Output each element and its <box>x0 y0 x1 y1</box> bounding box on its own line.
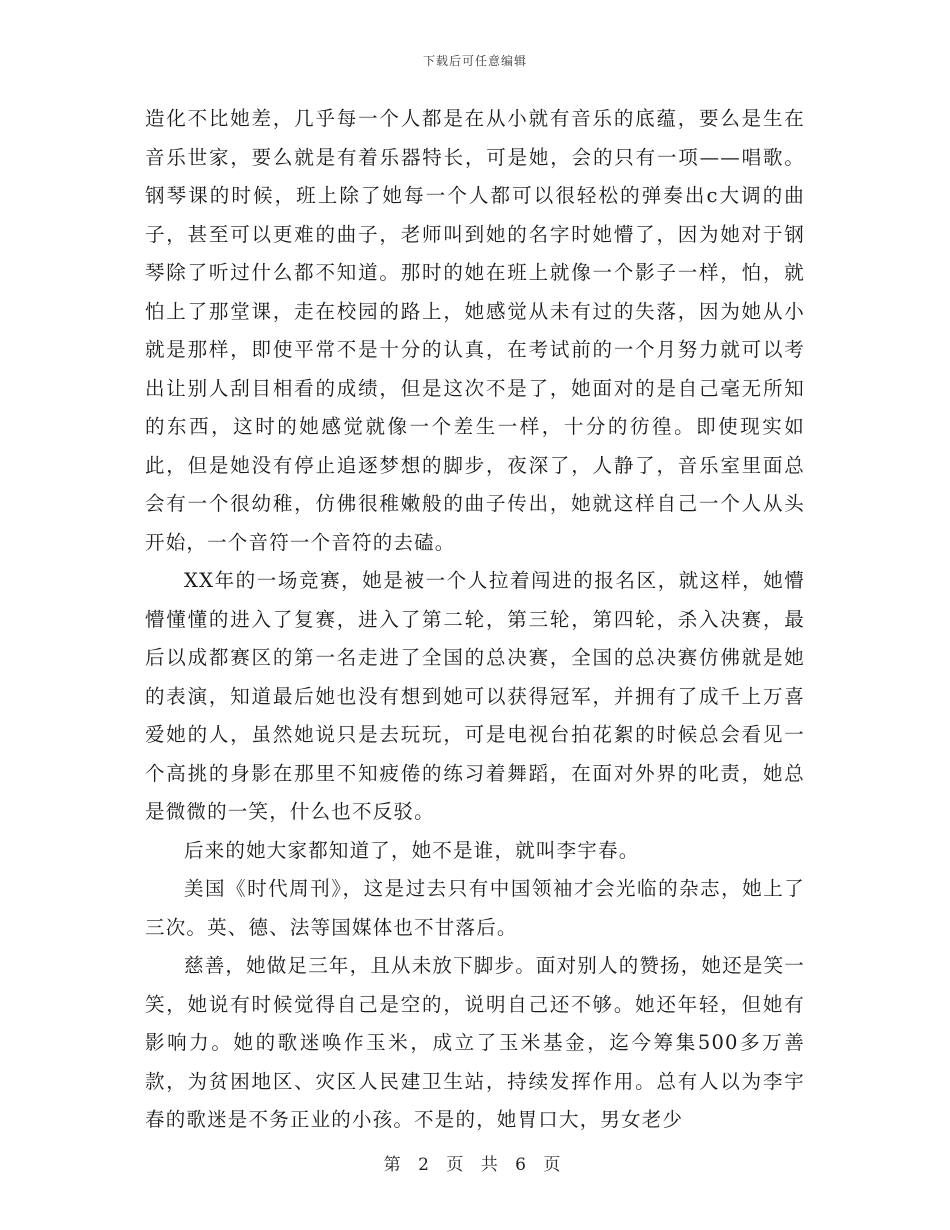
paragraph-charity: 慈善，她做足三年，且从未放下脚步。面对别人的赞扬，她还是笑一笑，她说有时候觉得自己是空的，说明自己还不够。她还年轻，但她有影响力。她的歌迷唤作玉米，成立了玉米基金，迄今筹集500多万善款，为贫困地区、灾区人民建卫生站，持续发挥作用。总有人以为李宇春的歌迷是不务正业的小孩。不是的，她胃口大，男女老少 <box>145 954 806 1131</box>
paragraph-identity: 后来的她大家都知道了，她不是谁，就叫李宇春。 <box>184 838 640 862</box>
paragraph-time-magazine: 美国《时代周刊》，这是过去只有中国领袖才会光临的杂志，她上了三次。英、德、法等国媒体也不甘落后。 <box>145 877 805 939</box>
document-body <box>145 100 805 1140</box>
page-number: 第 2 页 共 6 页 <box>383 1155 567 1175</box>
paragraph-continuation: 造化不比她差，几乎每一个人都是在从小就有音乐的底蕴，要么是生在音乐世家，要么就是有着乐器特长，可是她，会的只有一项——唱歌。钢琴课的时候，班上除了她每一个人都可以很轻松的弹奏出c大调的曲子，甚至可以更难的曲子，老师叫到她的名字时她懵了，因为她对于钢琴除了听过什么都不知道。那时的她在班上就像一个影子一样，怕，就怕上了那堂课，走在校园的路上，她感觉从未有过的失落，因为她从小就是那样，即使平常不是十分的认真，在考试前的一个月努力就可以考出让别人刮目相看的成绩，但是这次不是了，她面对的是自己毫无所知的东西，这时的她感觉就像一个差生一样，十分的彷徨。即使现实如此，但是她没有停止追逐梦想的脚步，夜深了，人静了，音乐室里面总会有一个很幼稚，仿佛很稚嫩般的曲子传出，她就这样自己一个人从头开始，一个音符一个音符的去磕。 <box>145 107 805 554</box>
paragraph-competition: XX年的一场竞赛，她是被一个人拉着闯进的报名区，就这样，她懵懵懂懂的进入了复赛，进入了第二轮，第三轮，第四轮，杀入决赛，最后以成都赛区的第一名走进了全国的总决赛，全国的总决赛仿佛就是她的表演，知道最后她也没有想到她可以获得冠军，并拥有了成千上万喜爱她的人，虽然她说只是去玩玩，可是电视台拍花絮的时候总会看见一个高挑的身影在那里不知疲倦的练习着舞蹈，在面对外界的叱责，她总是微微的一笑，什么也不反驳。 <box>145 569 805 823</box>
page-header: 下载后可任意编辑 <box>422 54 527 68</box>
